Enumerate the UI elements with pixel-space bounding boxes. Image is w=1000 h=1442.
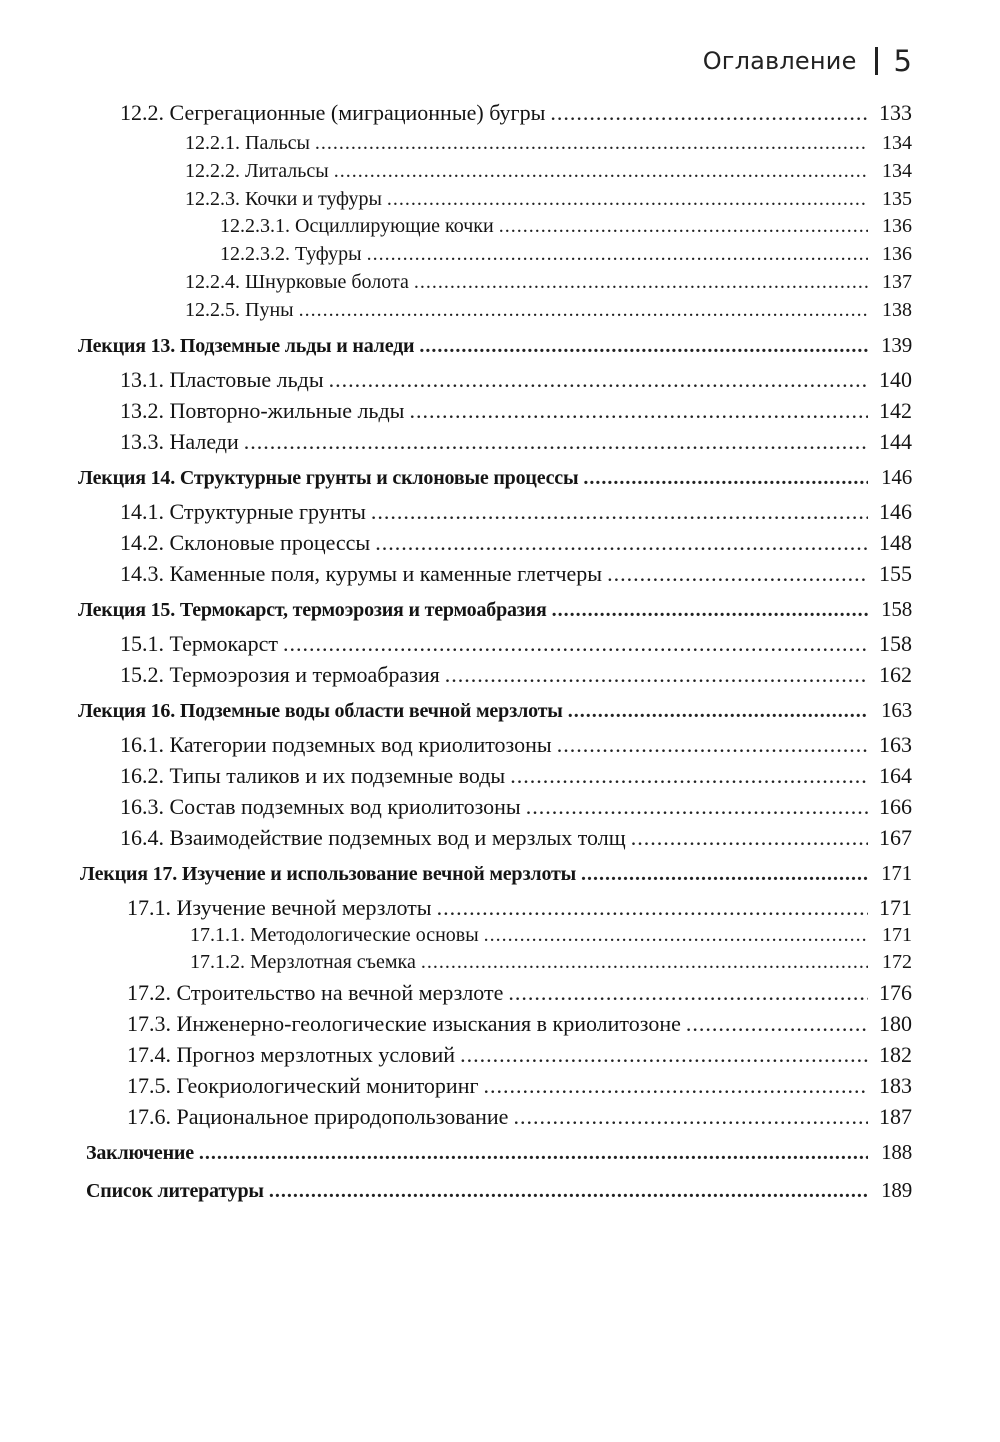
dot-leader	[371, 499, 868, 525]
toc-entry-page: 164	[879, 763, 912, 788]
toc-entry-page: 135	[882, 188, 912, 210]
dot-leader	[510, 763, 868, 789]
dot-leader	[375, 530, 868, 556]
toc-entry-page: 187	[879, 1104, 912, 1129]
dot-leader	[269, 1178, 868, 1204]
dot-leader	[414, 269, 868, 295]
toc-entry[interactable]	[127, 1104, 912, 1130]
toc-entry[interactable]	[120, 367, 912, 393]
toc-entry-title: 17.2. Строительство на вечной мерзлоте	[127, 980, 504, 1005]
toc-entry[interactable]	[127, 895, 912, 921]
dot-leader	[460, 1042, 868, 1068]
toc-entry[interactable]	[185, 297, 912, 323]
dot-leader	[283, 631, 868, 657]
dot-leader	[508, 980, 868, 1006]
dot-leader	[557, 732, 868, 758]
toc-entry[interactable]	[120, 561, 912, 587]
toc-entry[interactable]	[120, 398, 912, 424]
dot-leader	[199, 1140, 868, 1166]
toc-entry-title: 12.2.4. Шнурковые болота	[185, 271, 409, 293]
toc-entry-page: 171	[882, 924, 912, 946]
toc-entry-title: 16.1. Категории подземных вод криолитозоны	[120, 732, 552, 757]
toc-entry[interactable]	[120, 825, 912, 851]
toc-entry[interactable]	[185, 130, 912, 156]
toc-entry-title: 12.2.3.1. Осциллирующие кочки	[220, 215, 494, 237]
toc-entry[interactable]	[185, 269, 912, 295]
toc-entry-page: 134	[882, 160, 912, 182]
toc-entry-page: 183	[879, 1073, 912, 1098]
toc-entry[interactable]	[120, 631, 912, 657]
toc-entry-title: 16.4. Взаимодействие подземных вод и мерзлых толщ	[120, 825, 626, 850]
dot-leader	[421, 949, 868, 975]
toc-entry-title: Лекция 16. Подземные воды области вечной мерзлоты	[78, 700, 563, 722]
toc-entry-title: 12.2.1. Пальсы	[185, 132, 310, 154]
toc-entry-title: 16.2. Типы таликов и их подземные воды	[120, 763, 506, 788]
toc-entry[interactable]	[120, 732, 912, 758]
toc-entry-page: 144	[879, 429, 912, 454]
toc-entry[interactable]	[120, 499, 912, 525]
toc-entry-page: 134	[882, 132, 912, 154]
dot-leader	[419, 333, 868, 359]
toc-entry[interactable]	[127, 1073, 912, 1099]
toc-entry-page: 166	[879, 794, 912, 819]
toc-entry-title: Заключение	[86, 1142, 194, 1164]
toc-entry-page: 158	[881, 597, 912, 621]
toc-entry[interactable]	[127, 980, 912, 1006]
toc-lecture[interactable]	[78, 464, 912, 491]
toc-entry-page: 155	[879, 561, 912, 586]
dot-leader	[437, 895, 868, 921]
toc-entry-page: 167	[879, 825, 912, 850]
toc-entry-title: 12.2.5. Пуны	[185, 299, 294, 321]
toc-entry[interactable]	[220, 241, 912, 267]
toc-entry-title: 12.2.2. Литальсы	[185, 160, 329, 182]
toc-entry-title: Лекция 17. Изучение и использование вечной мерзлоты	[80, 863, 577, 885]
toc-entry-title: 12.2.3.2. Туфуры	[220, 243, 362, 265]
toc-entry[interactable]	[185, 186, 912, 212]
toc-entry-title: 12.2. Сегрегационные (миграционные) бугры	[120, 100, 546, 125]
toc-entry-page: 176	[879, 980, 912, 1005]
dot-leader	[550, 100, 868, 126]
dot-leader	[513, 1104, 868, 1130]
dot-leader	[299, 297, 868, 323]
toc-entry[interactable]	[190, 949, 912, 975]
dot-leader	[334, 158, 868, 184]
toc-entry-page: 163	[881, 698, 912, 722]
dot-leader	[409, 398, 868, 424]
dot-leader	[583, 465, 868, 491]
dot-leader	[499, 213, 868, 239]
toc-entry-page: 163	[879, 732, 912, 757]
dot-leader	[445, 662, 868, 688]
toc-lecture[interactable]	[80, 860, 912, 887]
toc-entry-page: 136	[882, 243, 912, 265]
toc-entry-title: 14.2. Склоновые процессы	[120, 530, 371, 555]
toc-entry[interactable]	[127, 1042, 912, 1068]
toc-entry-page: 148	[879, 530, 912, 555]
dot-leader	[552, 597, 868, 623]
toc-entry-page: 171	[879, 895, 912, 920]
toc-entry-title: 17.1. Изучение вечной мерзлоты	[127, 895, 432, 920]
toc-lecture[interactable]	[78, 596, 912, 623]
toc-entry-title: 14.3. Каменные поля, курумы и каменные глетчеры	[120, 561, 603, 586]
toc-conclusion[interactable]	[86, 1139, 912, 1166]
toc-entry-title: 14.1. Структурные грунты	[120, 499, 366, 524]
toc-entry-title: 15.2. Термоэрозия и термоабразия	[120, 662, 440, 687]
toc-entry[interactable]	[120, 794, 912, 820]
toc-entry[interactable]	[190, 922, 912, 948]
toc-entry-page: 171	[881, 861, 912, 885]
dot-leader	[607, 561, 868, 587]
toc-entry-title: Лекция 14. Структурные грунты и склоновые процессы	[78, 467, 579, 489]
toc-entry-page: 146	[879, 499, 912, 524]
dot-leader	[367, 241, 868, 267]
dot-leader	[244, 429, 868, 455]
toc-entry-page: 189	[881, 1178, 912, 1202]
toc-entry-page: 142	[879, 398, 912, 423]
toc-entry-page: 162	[879, 662, 912, 687]
toc-entry[interactable]	[120, 662, 912, 688]
toc-entry-page: 133	[879, 100, 912, 125]
toc-entry[interactable]	[127, 1011, 912, 1037]
toc-entry-title: 12.2.3. Кочки и туфуры	[185, 188, 382, 210]
dot-leader	[631, 825, 868, 851]
toc-entry-title: 17.3. Инженерно-геологические изыскания в криолитозоне	[127, 1011, 681, 1036]
toc-entry-title: Список литературы	[86, 1180, 264, 1202]
toc-entry-title: 17.4. Прогноз мерзлотных условий	[127, 1042, 456, 1067]
toc-entry-page: 137	[882, 271, 912, 293]
toc-entry-title: Лекция 15. Термокарст, термоэрозия и термоабразия	[78, 599, 547, 621]
toc-entry-page: 182	[879, 1042, 912, 1067]
header-title: Оглавление	[702, 47, 857, 75]
dot-leader	[484, 1073, 869, 1099]
dot-leader	[581, 861, 868, 887]
toc-entry-page: 146	[881, 465, 912, 489]
toc-entry-page: 136	[882, 215, 912, 237]
toc-entry-page: 158	[879, 631, 912, 656]
dot-leader	[526, 794, 868, 820]
toc-entry-title: 13.1. Пластовые льды	[120, 367, 324, 392]
toc-entry[interactable]	[120, 429, 912, 455]
dot-leader	[387, 186, 868, 212]
toc-entry[interactable]	[185, 158, 912, 184]
toc-entry-title: 13.3. Наледи	[120, 429, 239, 454]
dot-leader	[568, 698, 868, 724]
dot-leader	[329, 367, 868, 393]
toc-bibliography[interactable]	[86, 1177, 912, 1204]
toc-lecture[interactable]	[78, 697, 912, 724]
toc-entry[interactable]	[120, 100, 912, 126]
toc-entry-page: 188	[881, 1140, 912, 1164]
toc-entry[interactable]	[220, 213, 912, 239]
page-number: 5	[893, 44, 912, 78]
toc-entry-page: 172	[882, 951, 912, 973]
toc-entry-page: 180	[879, 1011, 912, 1036]
toc-entry-title: 13.2. Повторно-жильные льды	[120, 398, 405, 423]
dot-leader	[484, 922, 868, 948]
toc-entry-page: 138	[882, 299, 912, 321]
dot-leader	[315, 130, 868, 156]
toc-entry-page: 140	[879, 367, 912, 392]
toc-entry-title: 16.3. Состав подземных вод криолитозоны	[120, 794, 521, 819]
toc-entry-title: 17.5. Геокриологический мониторинг	[127, 1073, 479, 1098]
toc-entry[interactable]	[120, 763, 912, 789]
toc-entry[interactable]	[120, 530, 912, 556]
dot-leader	[686, 1011, 868, 1037]
toc-entry-page: 139	[881, 333, 912, 357]
toc-entry-title: Лекция 13. Подземные льды и наледи	[78, 335, 415, 357]
toc-entry-title: 17.1.2. Мерзлотная съемка	[190, 951, 416, 973]
toc-entry-title: 17.6. Рациональное природопользование	[127, 1104, 509, 1129]
toc-entry-title: 15.1. Термокарст	[120, 631, 278, 656]
toc-entry-title: 17.1.1. Методологические основы	[190, 924, 479, 946]
toc-lecture[interactable]	[78, 332, 912, 359]
